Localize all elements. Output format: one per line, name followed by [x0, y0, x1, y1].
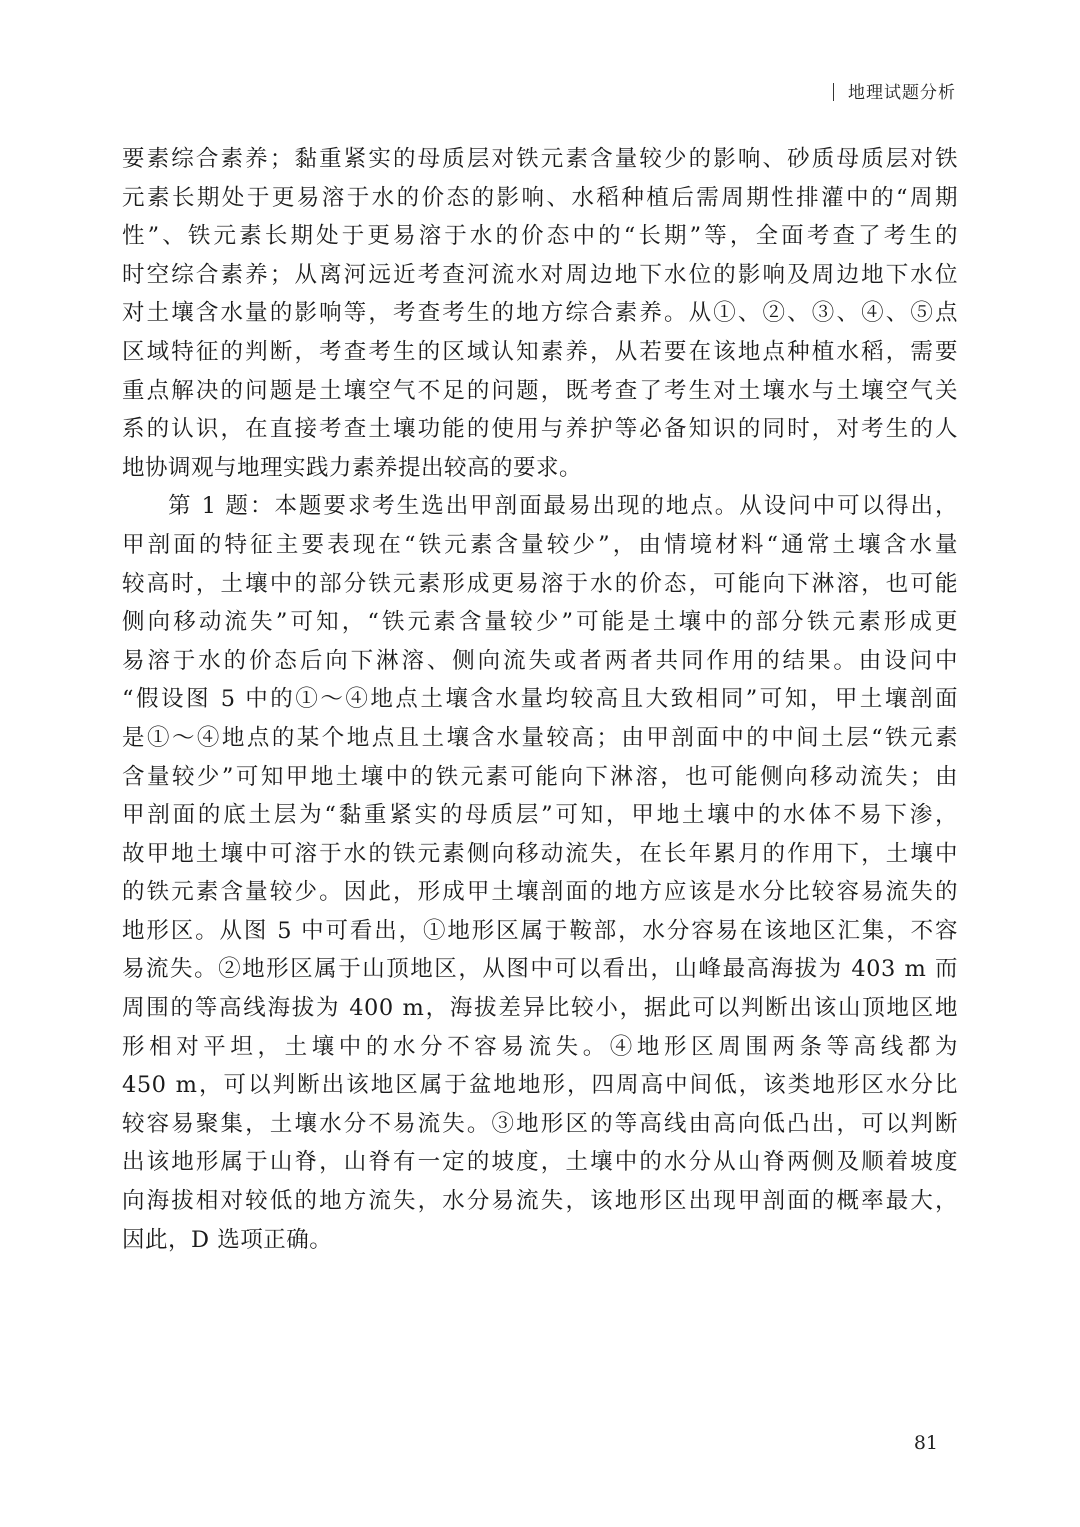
- text-line: 地形区。从图 5 中可看出，①地形区属于鞍部，水分容易在该地区汇集，不容: [122, 917, 958, 944]
- header-divider: [833, 83, 834, 101]
- text-line: 甲剖面的底土层为“黏重紧实的母质层”可知，甲地土壤中的水体不易下渗，: [122, 802, 958, 829]
- page-number: 81: [913, 1432, 938, 1454]
- text-line: 区域特征的判断，考查考生的区域认知素养，从若要在该地点种植水稻，需要: [122, 338, 958, 365]
- text-line: 重点解决的问题是土壤空气不足的问题，既考查了考生对土壤水与土壤空气关: [122, 377, 958, 404]
- text-line: 元素长期处于更易溶于水的价态的影响、水稻种植后需周期性排灌中的“周期: [122, 184, 958, 211]
- text-line: 出该地形属于山脊，山脊有一定的坡度，土壤中的水分从山脊两侧及顺着坡度: [122, 1149, 958, 1176]
- text-line: 形相对平坦，土壤中的水分不容易流失。④地形区周围两条等高线都为: [122, 1033, 958, 1060]
- paragraph-end-line: 地协调观与地理实践力素养提出较高的要求。: [122, 454, 583, 481]
- text-line: 易溶于水的价态后向下淋溶、侧向流失或者两者共同作用的结果。由设问中: [122, 647, 958, 674]
- text-line: 周围的等高线海拔为 400 m，海拔差异比较小，据此可以判断出该山顶地区地: [122, 995, 958, 1022]
- text-line: 甲剖面的特征主要表现在“铁元素含量较少”，由情境材料“通常土壤含水量: [122, 531, 958, 558]
- text-line: 性”、铁元素长期处于更易溶于水的价态中的“长期”等，全面考查了考生的: [122, 223, 958, 250]
- paragraph-end-line: 因此，D 选项正确。: [122, 1226, 333, 1253]
- text-line: 要素综合素养；黏重紧实的母质层对铁元素含量较少的影响、砂质母质层对铁: [122, 146, 958, 172]
- body-text: [122, 140, 958, 1259]
- text-line: 时空综合素养；从离河远近考查河流水对周边地下水位的影响及周边地下水位: [122, 261, 958, 288]
- text-line: 向海拔相对较低的地方流失，水分易流失，该地形区出现甲剖面的概率最大，: [122, 1188, 958, 1215]
- text-line: 故甲地土壤中可溶于水的铁元素侧向移动流失，在长年累月的作用下，土壤中: [122, 840, 958, 867]
- text-line: “假设图 5 中的①～④地点土壤含水量均较高且大致相同”可知，甲土壤剖面: [122, 686, 958, 713]
- text-line: 易流失。②地形区属于山顶地区，从图中可以看出，山峰最高海拔为 403 m 而: [122, 956, 958, 983]
- text-line: 450 m，可以判断出该地区属于盆地地形，四周高中间低，该类地形区水分比: [122, 1072, 958, 1099]
- text-line: 含量较少”可知甲地土壤中的铁元素可能向下淋溶，也可能侧向移动流失；由: [122, 763, 958, 790]
- text-line: 侧向移动流失”可知，“铁元素含量较少”可能是土壤中的部分铁元素形成更: [122, 609, 958, 636]
- paragraph-start-line: 第 1 题：本题要求考生选出甲剖面最易出现的地点。从设问中可以得出，: [168, 493, 958, 520]
- running-header: [833, 78, 956, 103]
- text-line: 对土壤含水量的影响等，考查考生的地方综合素养。从①、②、③、④、⑤点: [122, 300, 958, 327]
- text-line: 系的认识，在直接考查土壤功能的使用与养护等必备知识的同时，对考生的人: [122, 416, 958, 443]
- text-line: 是①～④地点的某个地点且土壤含水量较高；由甲剖面中的中间土层“铁元素: [122, 724, 958, 751]
- text-line: 的铁元素含量较少。因此，形成甲土壤剖面的地方应该是水分比较容易流失的: [122, 879, 958, 906]
- text-line: 较容易聚集，土壤水分不易流失。③地形区的等高线由高向低凸出，可以判断: [122, 1110, 958, 1137]
- section-title: 地理试题分析: [848, 83, 956, 103]
- text-line: 较高时，土壤中的部分铁元素形成更易溶于水的价态，可能向下淋溶，也可能: [122, 570, 958, 597]
